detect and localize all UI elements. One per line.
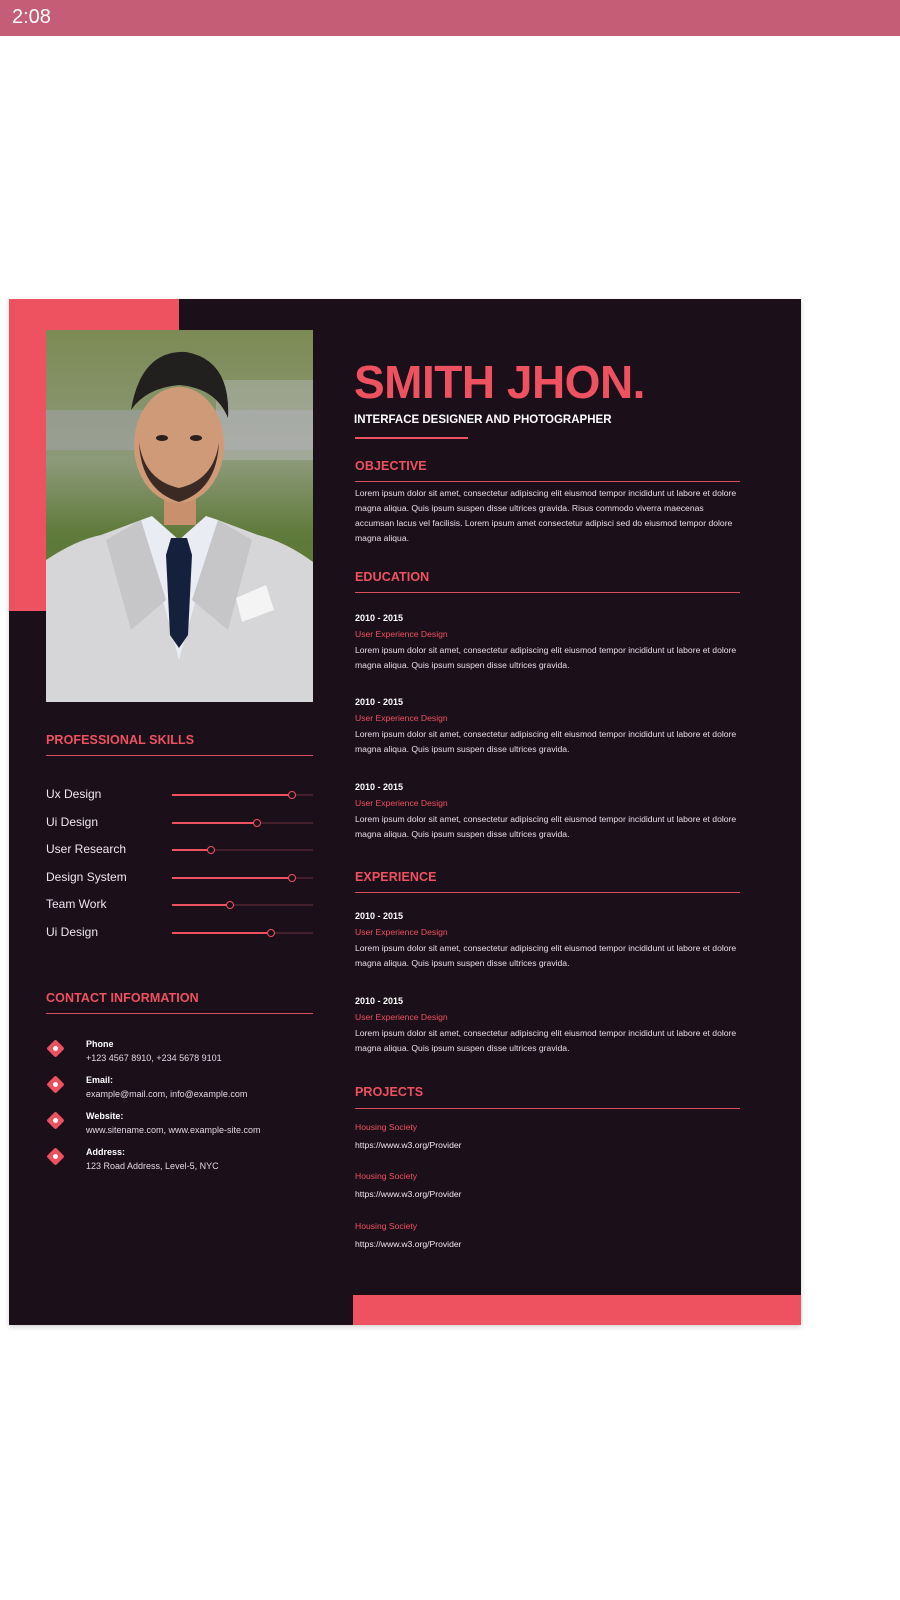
education-heading: EDUCATION	[355, 570, 430, 584]
entry-description: Lorem ipsum dolor sit amet, consectetur adipiscing elit eiusmod tempor incididunt ut labore et dolore magna aliqua. Quis ipsum suspen disse ultrices gravida.	[355, 729, 737, 754]
skill-level-bar	[172, 794, 313, 796]
entry-subtitle: User Experience Design	[355, 1012, 448, 1022]
skill-level-bar	[172, 932, 313, 934]
status-time: 2:08	[12, 6, 51, 28]
entry-date: 2010 - 2015	[355, 697, 404, 707]
experience-entry	[355, 911, 740, 971]
skill-label: Design System	[46, 869, 127, 884]
objective-divider	[355, 481, 740, 482]
name-underline	[355, 437, 468, 439]
skill-row	[46, 787, 313, 815]
contact-value: www.sitename.com, www.example-site.com	[86, 1125, 261, 1135]
objective-text: Lorem ipsum dolor sit amet, consectetur adipiscing elit eiusmod tempor incididunt ut labore et dolore magna aliqua. Quis ipsum suspen disse ultrices gravida. Risus commodo viverra maecenas accumsan lacus vel facilisis. Lorem ipsum amet consectetur adipisci sed do eiusmod tempor dolore magna aliqua.	[355, 488, 737, 543]
entry-description: Lorem ipsum dolor sit amet, consectetur adipiscing elit eiusmod tempor incididunt ut labore et dolore magna aliqua. Quis ipsum suspen disse ultrices gravida.	[355, 1028, 737, 1053]
skill-level-fill	[172, 794, 292, 796]
skill-level-knob	[288, 874, 296, 882]
contact-item-email	[46, 1075, 313, 1111]
status-bar	[0, 0, 900, 36]
skill-row	[46, 897, 313, 925]
project-link[interactable]: https://www.w3.org/Provider	[355, 1189, 462, 1199]
objective-heading: OBJECTIVE	[355, 459, 427, 473]
skill-label: Ux Design	[46, 787, 102, 801]
entry-subtitle: User Experience Design	[355, 713, 448, 723]
skill-label: Team Work	[46, 897, 107, 911]
accent-block-bottom	[353, 1295, 801, 1325]
candidate-name: SMITH JHON.	[354, 356, 645, 408]
entry-date: 2010 - 2015	[355, 911, 404, 921]
project-name: Housing Society	[355, 1171, 418, 1181]
skill-level-knob	[207, 846, 215, 854]
skill-row	[46, 925, 313, 953]
skill-label: Ui Design	[46, 814, 99, 829]
contact-label: Address:	[86, 1147, 126, 1157]
education-entry	[355, 613, 740, 673]
skill-row	[46, 870, 313, 898]
phone-icon	[46, 1039, 64, 1057]
entry-date: 2010 - 2015	[355, 996, 404, 1006]
skills-list	[46, 787, 313, 952]
skill-level-fill	[172, 904, 230, 906]
experience-heading: EXPERIENCE	[355, 870, 437, 884]
education-entry	[355, 782, 740, 842]
skill-level-knob	[226, 901, 234, 909]
contact-item-address	[46, 1147, 313, 1183]
skills-divider	[46, 755, 313, 756]
entry-description: Lorem ipsum dolor sit amet, consectetur adipiscing elit eiusmod tempor incididunt ut labore et dolore magna aliqua. Quis ipsum suspen disse ultrices gravida.	[355, 943, 737, 968]
experience-entry	[355, 996, 740, 1056]
profile-photo	[46, 330, 313, 702]
project-item	[355, 1221, 740, 1249]
contact-heading: CONTACT INFORMATION	[46, 991, 199, 1005]
contact-item-website	[46, 1111, 313, 1147]
skill-row	[46, 815, 313, 843]
entry-date: 2010 - 2015	[355, 613, 404, 623]
contact-item-phone	[46, 1039, 313, 1075]
experience-divider	[355, 892, 740, 893]
skill-level-bar	[172, 849, 313, 851]
contact-label: Email:	[86, 1075, 114, 1085]
contact-value: +123 4567 8910, +234 5678 9101	[86, 1053, 222, 1063]
skill-level-fill	[172, 877, 292, 879]
skills-heading: PROFESSIONAL SKILLS	[46, 733, 195, 747]
entry-subtitle: User Experience Design	[355, 798, 448, 808]
project-name: Housing Society	[355, 1122, 418, 1132]
skill-level-bar	[172, 904, 313, 906]
address-icon	[46, 1147, 64, 1165]
entry-subtitle: User Experience Design	[355, 629, 448, 639]
contact-list	[46, 1039, 313, 1183]
contact-label: Phone	[86, 1039, 114, 1049]
skill-level-knob	[253, 819, 261, 827]
projects-heading: PROJECTS	[355, 1085, 424, 1099]
entry-description: Lorem ipsum dolor sit amet, consectetur adipiscing elit eiusmod tempor incididunt ut labore et dolore magna aliqua. Quis ipsum suspen disse ultrices gravida.	[355, 814, 737, 839]
education-entry	[355, 697, 740, 757]
skill-label: User Research	[46, 842, 127, 856]
project-item	[355, 1171, 740, 1199]
skill-level-knob	[267, 929, 275, 937]
entry-description: Lorem ipsum dolor sit amet, consectetur adipiscing elit eiusmod tempor incididunt ut labore et dolore magna aliqua. Quis ipsum suspen disse ultrices gravida.	[355, 645, 737, 670]
project-link[interactable]: https://www.w3.org/Provider	[355, 1239, 462, 1249]
skill-level-fill	[172, 822, 257, 824]
contact-value: 123 Road Address, Level-5, NYC	[86, 1161, 219, 1171]
project-link[interactable]: https://www.w3.org/Provider	[355, 1140, 462, 1150]
contact-divider	[46, 1013, 313, 1014]
skill-level-fill	[172, 849, 211, 851]
resume-page	[9, 299, 801, 1325]
education-divider	[355, 592, 740, 593]
contact-label: Website:	[86, 1111, 124, 1121]
project-item	[355, 1122, 740, 1150]
skill-row	[46, 842, 313, 870]
contact-value: example@mail.com, info@example.com	[86, 1089, 248, 1099]
project-name: Housing Society	[355, 1221, 418, 1231]
skill-level-knob	[288, 791, 296, 799]
skill-level-bar	[172, 822, 313, 824]
entry-subtitle: User Experience Design	[355, 927, 448, 937]
email-icon	[46, 1075, 64, 1093]
skill-level-fill	[172, 932, 271, 934]
skill-label: Ui Design	[46, 924, 99, 939]
projects-divider	[355, 1108, 740, 1109]
website-icon	[46, 1111, 64, 1129]
candidate-title: INTERFACE DESIGNER AND PHOTOGRAPHER	[354, 414, 612, 426]
entry-date: 2010 - 2015	[355, 782, 404, 792]
skill-level-bar	[172, 877, 313, 879]
